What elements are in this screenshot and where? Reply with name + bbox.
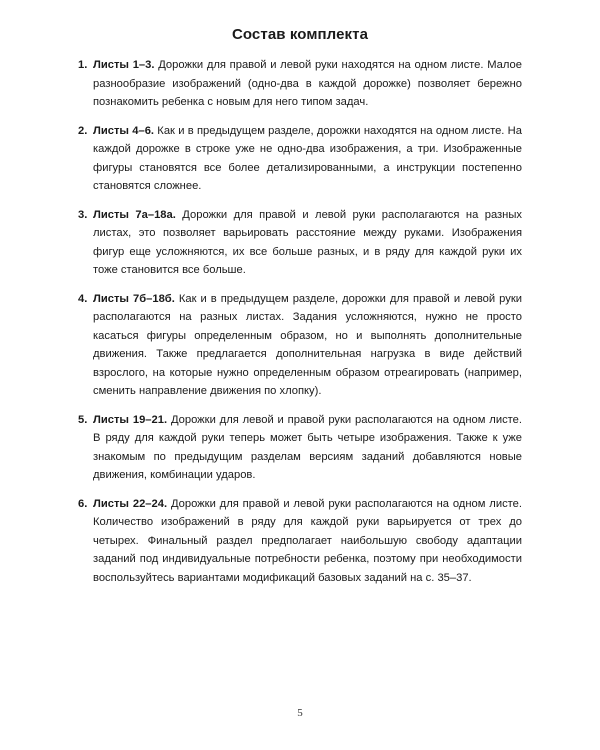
item-heading: Листы 22–24. [93,497,168,510]
item-heading: Листы 19–21. [93,413,168,426]
item-body [78,411,522,485]
item-text: Как и в предыдущем разделе, дорожки для правой и левой руки располагаются на разных листах. Задания усложняются, нужно не просто касаться фигуры определенным образом, но и выполнять дополнительные движения. Также предлагается дополнительная нагрузка в виде действий взрослого, на которые нужно определенным образом отреагировать (например, сменить направление движения по хлопку). [93,292,522,397]
list-item [78,56,522,112]
page-title: Состав комплекта [231,26,369,43]
item-text: Дорожки для левой и правой руки располагаются на одном листе. В ряду для каждой руки теперь может быть четыре изображения. Также к уже знакомым по предыдущим разделам версиям заданий добавляются новые движения, комбинации ударов. [93,413,522,481]
item-number: 4. [78,292,88,305]
item-text: Дорожки для правой и левой руки располагаются на разных листах, это позволяет варьировать расстояние между руками. Изображения фигур еще усложняются, их все больше разных, и в ряду для каждой руки их тоже становится все больше. [93,208,522,276]
item-text: Дорожки для правой и левой руки находятся на одном листе. Малое разнообразие изображений (одно-два в каждой дорожке) позволяет бережно познакомить ребенка с новым для него типом задач. [93,59,522,108]
item-text: Как и в предыдущем разделе, дорожки находятся на одном листе. На каждой дорожке в строке уже не одно-два изображения, а три. Изображенные фигуры становятся все более детализированными, а инструкции постепенно становятся сложнее. [93,124,522,192]
list-item [78,206,522,280]
item-number: 5. [78,413,88,426]
list-item [78,495,522,588]
item-heading: Листы 1–3. [93,59,155,71]
item-body [78,495,522,588]
item-heading: Листы 7а–18а. [93,208,176,221]
item-body [78,56,522,112]
item-heading: Листы 4–6. [93,124,155,137]
list-item [78,290,522,401]
list-item [78,122,522,196]
item-body [78,290,522,401]
kit-contents-list [78,56,522,597]
list-item [78,411,522,485]
item-number: 2. [78,124,88,137]
item-body [78,206,522,280]
item-body [78,122,522,196]
item-heading: Листы 7б–18б. [93,292,175,305]
item-number: 1. [78,59,88,71]
item-number: 3. [78,208,88,221]
item-text: Дорожки для правой и левой руки располагаются на одном листе. Количество изображений в ряду для каждой руки варьируется от трех до четырех. Финальный раздел предполагает наибольшую свободу адаптации заданий под индивидуальные потребности ребенка, поэтому при необходимости воспользуйтесь вариантами модификаций базовых заданий на с. 35–37. [93,497,522,584]
item-number: 6. [78,497,88,510]
page-number: 5 [297,707,303,719]
